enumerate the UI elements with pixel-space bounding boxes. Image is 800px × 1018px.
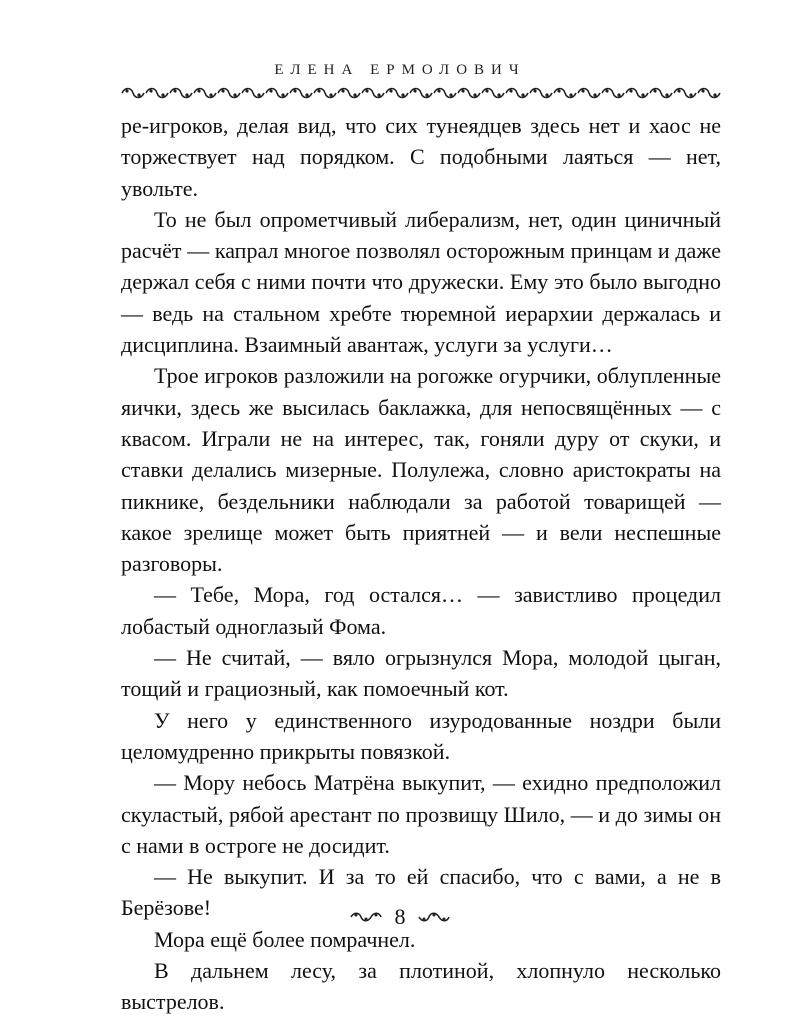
ornamental-rule (121, 86, 721, 100)
paragraph: В дальнем лесу, за плотиной, хлопнуло несколько выстрелов. (121, 958, 721, 1015)
paragraph: У него у единственного изуродованные ноздри были целомудренно прикрыты повязкой. (121, 707, 721, 764)
paragraph: ре-игроков, делая вид, что сих тунеядцев здесь нет и хаос не торжествует над порядком. С подобными лаяться — нет, увольте. (121, 113, 721, 201)
page-footer (0, 902, 800, 930)
running-header (0, 62, 800, 79)
paragraph: То не был опрометчивый либерализм, нет, один циничный расчёт — капрал многое позволял осторожным принцам и даже держал себя с ними почти что дружески. Ему это было выгодно — ведь на стальном хребте тюремной иерархии держалась и дисциплина. Взаимный авантаж, услуги за услуги… (121, 206, 721, 358)
paragraph: Трое игроков разложили на рогожке огурчики, облупленные яички, здесь же высилась баклажка, для непосвящённых — с квасом. Играли не на интерес, так, гоняли дуру от скуки, и ставки делались мизерные. Полулежа, словно аристократы на пикнике, бездельники наблюдали за работой товарищей — какое зрелище может быть приятней — и вели неспешные разговоры. (121, 363, 721, 577)
author-name: ЕЛЕНА ЕРМОЛОВИЧ (274, 62, 526, 78)
paragraph: Мора ещё более помрачнел. (154, 926, 416, 952)
dialogue-paragraph: — Мору небось Матрёна выкупит, — ехидно предположил скуластый, рябой арестант по прозвищу Шило, — и до зимы он с нами в остроге не досидит. (121, 770, 721, 858)
dialogue-paragraph: — Не выкупит. И за то ей спасибо, что с вами, а не в Берёзове! (121, 864, 721, 921)
page-number: 8 (394, 903, 406, 929)
dialogue-paragraph: — Тебе, Мора, год остался… — завистливо процедил лобастый одноглазый Фома. (121, 582, 721, 639)
left-ornament-icon (349, 911, 383, 923)
right-ornament-icon (417, 911, 451, 923)
dialogue-paragraph: — Не считай, — вяло огрызнулся Мора, молодой цыган, тощий и грациозный, как помоечный кот. (121, 645, 721, 702)
body-text (121, 110, 721, 1018)
